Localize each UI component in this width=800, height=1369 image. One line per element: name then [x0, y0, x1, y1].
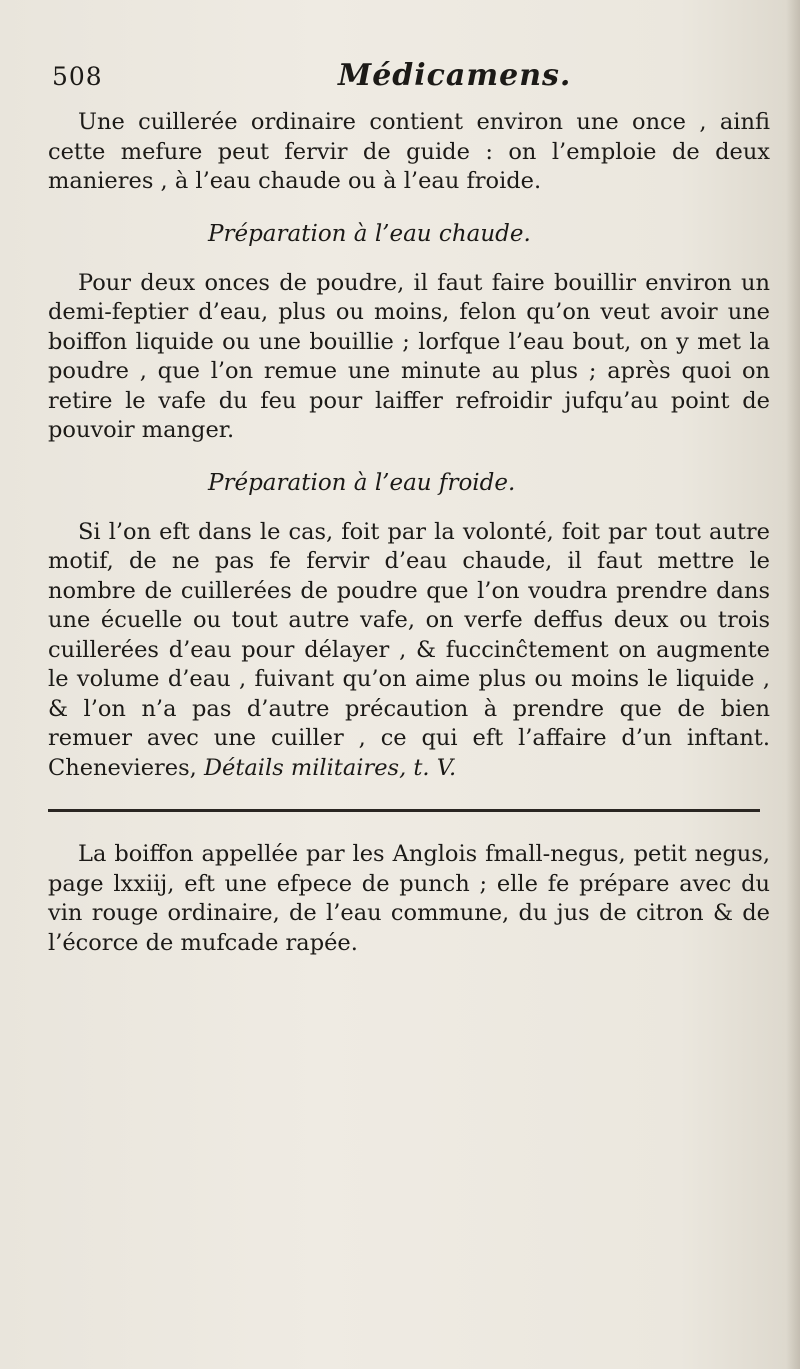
heading-cold-water: Préparation à l’eau froide. — [208, 469, 516, 496]
running-head — [48, 58, 770, 108]
paragraph-negus: La boiffon appellée par les Anglois fmall-negus, petit negus, page lxxiij, eft une efpece de punch ; elle fe prépare avec du vin rouge ordinaire, de l’eau commune, du jus de citron & de l’écorce de mufcade rapée. — [48, 841, 770, 956]
page-number: 508 — [52, 62, 103, 91]
paragraph-dosage: Une cuillerée ordinaire contient environ une once , ainfi cette mefure peut fervir de guide : on l’emploie de deux manieres , à l’eau chaude ou à l’eau froide. — [48, 109, 770, 194]
paragraph-cold-water-text: Si l’on eft dans le cas, foit par la volonté, foit par tout autre motif, de ne pas fe fervir d’eau chaude, il faut mettre le nombre de cuillerées de poudre que l’on voudra prendre dans une écuelle ou tout autre vafe, on verfe deffus deux ou trois cuillerées d’eau pour délayer , & fuccinĉtement on augmente le volume d’eau , fuivant qu’on aime plus ou moins le liquide , & l’on n’a pas d’autre précaution à prendre que de bien remuer avec une cuiller , ce qui eft l’affaire d’un inftant. Chenevieres, — [48, 518, 770, 781]
page-edge-shadow — [786, 0, 800, 1369]
section-divider — [48, 809, 760, 812]
citation-reference: Détails militaires, t. V. — [203, 754, 457, 781]
text-block — [48, 58, 770, 958]
heading-hot-water: Préparation à l’eau chaude. — [208, 220, 531, 247]
running-title: Médicamens. — [338, 58, 572, 93]
paragraph-hot-water: Pour deux onces de poudre, il faut faire bouillir environ un demi-feptier d’eau, plus ou moins, felon qu’on veut avoir une boiffon liquide ou une bouillie ; lorfque l’eau bout, on y met la poudre , que l’on remue une minute au plus ; après quoi on retire le vafe du feu pour laiffer refroidir jufqu’au point de pouvoir manger. — [48, 269, 770, 443]
paragraph-cold-water — [48, 518, 770, 784]
